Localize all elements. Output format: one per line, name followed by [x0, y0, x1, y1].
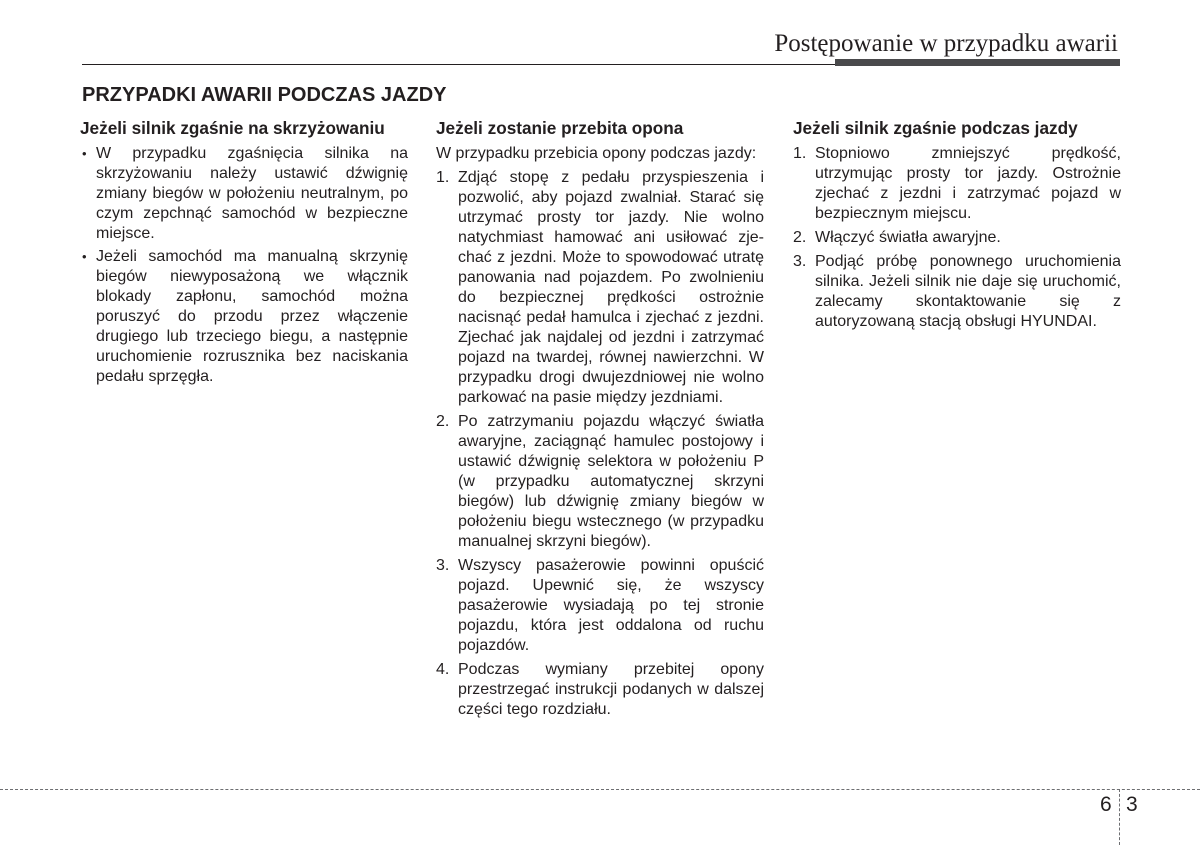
step-text: Stopniowo zmniejszyć prędkość, utrzymując prosty tor jazdy. Ostrożnie zjechać z jezdni i zatrzymać pojazd w bezpiecznym miejscu. — [815, 145, 1121, 222]
column-engine-stall-intersection — [80, 117, 408, 390]
intro-text: W przypadku przebicia opony podczas jazdy: — [436, 145, 757, 162]
numbered-list — [436, 168, 764, 720]
list-item: • Jeżeli samochód ma manualną skrzynię biegów niewyposażoną we włącznik blokady zapłonu, samochód można poruszyć do przodu przez włączenie drugiego lub trzeciego biegu, a następnie uruchomienie rozrusznika bez naciskania pedału sprzęgła. — [80, 247, 408, 387]
step-number: 3. — [436, 557, 450, 574]
list-item — [793, 144, 1121, 224]
list-item — [436, 412, 764, 552]
list-item — [436, 660, 764, 720]
section-title: PRZYPADKI AWARII PODCZAS JAZDY — [82, 84, 447, 106]
column-heading: Jeżeli silnik zgaśnie na skrzyżowaniu — [80, 118, 385, 138]
running-header-title: Postępowanie w przypadku awarii — [774, 30, 1118, 57]
column-heading: Jeżeli silnik zgaśnie podczas jazdy — [793, 118, 1078, 138]
list-item — [436, 168, 764, 408]
step-text: Po zatrzymaniu pojazdu włączyć światła awaryjne, zaciągnąć hamulec postojowy i ustawić dźwignię selektora w położeniu P (w przypadku automatycznej skrzyni biegów) lub dźwignię zmiany biegów w położeniu biegu wstecznego (w przypadku manualnej skrzyni biegów). — [458, 413, 764, 550]
step-text: Podjąć próbę ponownego uruchomienia silnika. Jeżeli silnik nie daje się uruchomić, zalecamy skontaktowanie się z autoryzowaną stacją obsługi HYUNDAI. — [815, 253, 1121, 330]
step-text: Zdjąć stopę z pedału przyspieszenia i pozwolić, aby pojazd zwalniał. Starać się utrzymać prosty tor jazdy. Nie wolno natychmiast hamować ani usiłować zjechać z jezdni. Może to spowodować utratę panowania nad pojazdem. Po zwolnieniu do bezpiecznej prędkości ostrożnie nacisnąć pedał hamulca i zjechać z jezdni. Zjechać jak najdalej od jezdni i zatrzymać pojazd na twardej, równej nawierzchni. W przypadku drogi dwujezdniowej nie wolno parkować na pasie między jezdniami. — [458, 169, 764, 406]
step-text: Włączyć światła awaryjne. — [815, 229, 1001, 246]
step-number: 4. — [436, 661, 450, 678]
numbered-list — [793, 144, 1121, 332]
page-number: 3 — [1126, 793, 1138, 816]
step-number: 2. — [436, 413, 450, 430]
footer-dashed-rule — [0, 789, 1200, 790]
column-heading: Jeżeli zostanie przebita opona — [436, 118, 684, 138]
list-item: • W przypadku zgaśnięcia silnika na skrzyżowaniu należy ustawić dźwignię zmiany biegów w położeniu neutralnym, po czym zepchnąć samochód w bezpieczne miejsce. — [80, 144, 408, 244]
footer-dashed-divider — [1119, 789, 1120, 845]
step-number: 3. — [793, 253, 807, 270]
step-number: 1. — [793, 145, 807, 162]
list-item — [793, 228, 1121, 248]
column-flat-tire — [436, 117, 764, 724]
list-item — [793, 252, 1121, 332]
chapter-number: 6 — [1100, 793, 1112, 816]
step-number: 2. — [793, 229, 807, 246]
list-item — [436, 556, 764, 656]
header-accent-bar — [835, 59, 1120, 66]
step-text: Podczas wymiany przebitej opony przestrzegać instrukcji podanych w dalszej części tego rozdziału. — [458, 661, 764, 718]
column-engine-stall-driving — [793, 117, 1121, 336]
step-number: 1. — [436, 169, 450, 186]
step-text: Wszyscy pasażerowie powinni opuścić pojazd. Upewnić się, że wszyscy pasażerowie wysiadają po tej stronie pojazdu, która jest oddalona od ruchu pojazdów. — [458, 557, 764, 654]
bullet-list — [80, 144, 408, 387]
